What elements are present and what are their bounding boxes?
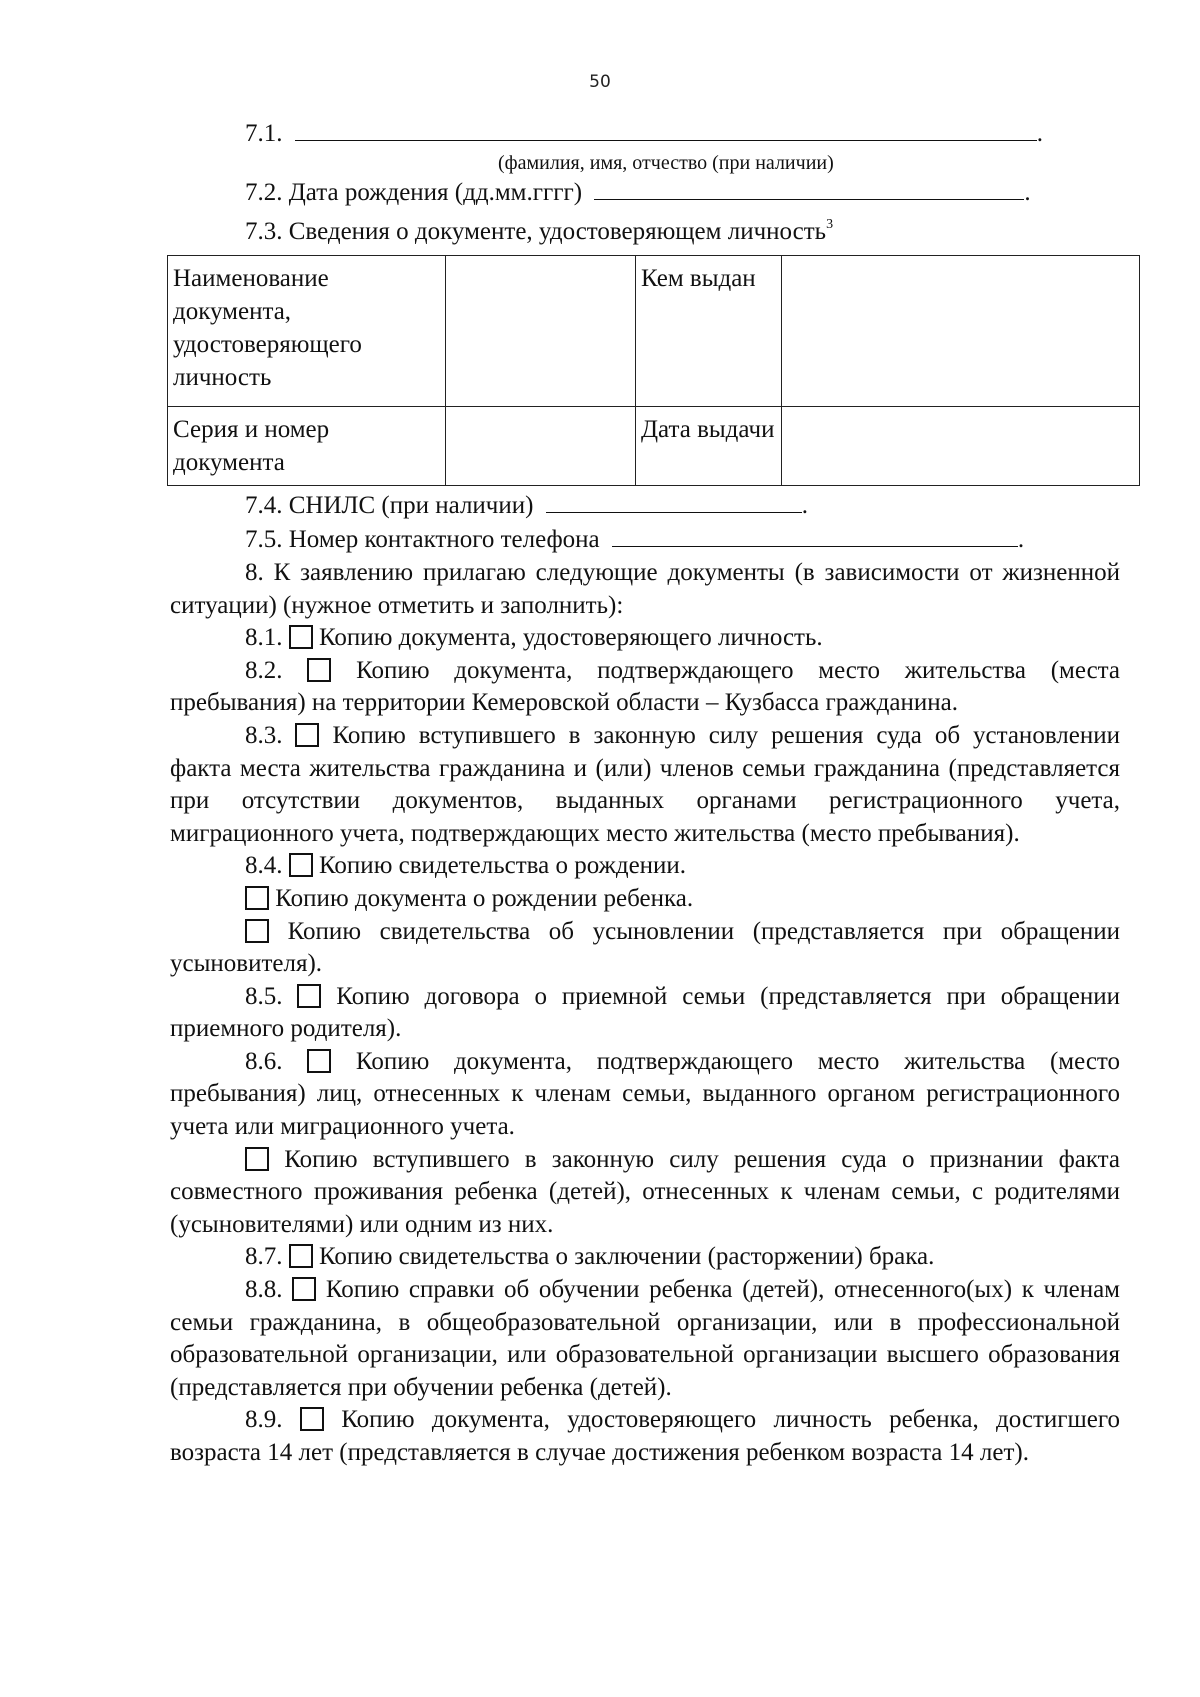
id-document-heading: 7.3. Сведения о документе, удостоверяющем личность bbox=[245, 218, 827, 246]
item-8-6 bbox=[170, 1046, 1120, 1144]
snils-field[interactable] bbox=[546, 488, 802, 513]
item-8-9-text: Копию документа, удостоверяющего личность ребенка, достигшего возраста 14 лет (представляется в случае достижения ребенком возраста 14 лет). bbox=[170, 1406, 1121, 1466]
footnote-ref: 3 bbox=[826, 217, 834, 233]
item-8-8 bbox=[170, 1274, 1120, 1404]
snils-label: 7.4. СНИЛС (при наличии) bbox=[245, 491, 534, 519]
checkbox-8-7[interactable] bbox=[289, 1244, 313, 1268]
issue-date-value-cell[interactable] bbox=[782, 406, 1140, 485]
item-7-2 bbox=[170, 175, 1120, 210]
item-8-4-text: Копию свидетельства о рождении. bbox=[319, 852, 687, 880]
phone-field[interactable] bbox=[612, 522, 1018, 547]
item-8-6-b bbox=[170, 1144, 1120, 1242]
issuer-label-cell bbox=[636, 255, 782, 406]
item-8-4-number: 8.4. bbox=[245, 852, 283, 880]
item-8-6-text: Копию документа, подтверждающего место жительства (место пребывания) лиц, отнесенных к членам семьи, выданного органом регистрационного учета или миграционного учета. bbox=[170, 1047, 1121, 1141]
doc-name-label-cell bbox=[168, 255, 446, 406]
birth-date-field[interactable] bbox=[594, 175, 1024, 200]
checkbox-8-9[interactable] bbox=[300, 1407, 324, 1431]
section-8-intro: 8. К заявлению прилагаю следующие документы (в зависимости от жизненной ситуации) (нужное отметить и заполнить): bbox=[170, 558, 1120, 619]
item-8-8-number: 8.8. bbox=[245, 1276, 283, 1304]
checkbox-8-4-b[interactable] bbox=[245, 886, 269, 910]
item-8-3-text: Копию вступившего в законную силу решения суда об установлении факта места жительства гражданина и (или) членов семьи гражданина (представляется при отсутствии документов, выданных органами регистрационного учета, миграционного учета, подтверждающих место жительства (место пребывания). bbox=[170, 721, 1120, 847]
checkbox-8-1[interactable] bbox=[289, 625, 313, 649]
item-8-5-number: 8.5. bbox=[245, 982, 283, 1010]
series-label-cell bbox=[168, 406, 446, 485]
item-8-4-c-text: Копию свидетельства об усыновлении (представляется при обращении усыновителя). bbox=[170, 917, 1121, 978]
issue-date-label: Дата выдачи bbox=[641, 415, 775, 443]
checkbox-8-5[interactable] bbox=[297, 984, 321, 1008]
item-8-5 bbox=[170, 981, 1120, 1046]
series-value-cell[interactable] bbox=[446, 406, 636, 485]
item-8-1 bbox=[170, 622, 1120, 655]
checkbox-8-6-b[interactable] bbox=[245, 1147, 269, 1171]
document-body bbox=[170, 116, 1120, 1470]
item-8-8-text: Копию справки об обучении ребенка (детей), отнесенного(ых) к членам семьи гражданина, в общеобразовательной организации, или в профессиональной образовательной организации, или образовательной организации высшего образования (представляется при обучении ребенка (детей). bbox=[170, 1276, 1120, 1401]
item-7-2-period: . bbox=[1024, 178, 1031, 206]
table-row bbox=[168, 255, 1140, 406]
item-7-4-period: . bbox=[801, 491, 808, 519]
item-7-1 bbox=[170, 116, 1120, 151]
full-name-caption: (фамилия, имя, отчество (при наличии) bbox=[498, 151, 834, 174]
item-7-1-period: . bbox=[1036, 120, 1043, 147]
item-7-3 bbox=[170, 209, 1120, 249]
item-8-2 bbox=[170, 655, 1120, 720]
item-7-1-label: 7.1. bbox=[245, 120, 283, 147]
item-8-4 bbox=[170, 850, 1120, 883]
item-8-4-b bbox=[170, 883, 1120, 916]
issuer-label: Кем выдан bbox=[641, 264, 756, 292]
series-label: Серия и номер документа bbox=[173, 415, 330, 476]
checkbox-8-8[interactable] bbox=[292, 1277, 316, 1301]
id-document-table bbox=[167, 255, 1140, 486]
item-8-6-number: 8.6. bbox=[245, 1047, 283, 1075]
item-8-4-c bbox=[170, 916, 1120, 981]
item-7-4 bbox=[170, 488, 1120, 523]
checkbox-8-6[interactable] bbox=[307, 1049, 331, 1073]
table-row bbox=[168, 406, 1140, 485]
checkbox-8-3[interactable] bbox=[295, 723, 319, 747]
item-8-5-text: Копию договора о приемной семьи (представляется при обращении приемного родителя). bbox=[170, 982, 1120, 1043]
item-8-1-number: 8.1. bbox=[245, 624, 283, 652]
item-8-1-text: Копию документа, удостоверяющего личность. bbox=[319, 624, 823, 652]
birth-date-label: 7.2. Дата рождения (дд.мм.гггг) bbox=[245, 178, 583, 206]
checkbox-8-2[interactable] bbox=[307, 658, 331, 682]
page-number: 50 bbox=[589, 72, 611, 92]
item-8-7-number: 8.7. bbox=[245, 1243, 283, 1271]
item-8-7 bbox=[170, 1241, 1120, 1274]
item-8-9-number: 8.9. bbox=[245, 1406, 283, 1434]
doc-name-label: Наименование документа, удостоверяющего личность bbox=[173, 264, 362, 391]
item-8-2-number: 8.2. bbox=[245, 656, 283, 684]
phone-label: 7.5. Номер контактного телефона bbox=[245, 526, 600, 554]
doc-name-value-cell[interactable] bbox=[446, 255, 636, 406]
item-8-7-text: Копию свидетельства о заключении (расторжении) брака. bbox=[319, 1243, 935, 1271]
item-8-4-b-text: Копию документа о рождении ребенка. bbox=[275, 884, 694, 912]
item-7-5 bbox=[170, 522, 1120, 557]
checkbox-8-4-c[interactable] bbox=[245, 919, 269, 943]
full-name-field[interactable] bbox=[295, 116, 1037, 141]
checkbox-8-4[interactable] bbox=[289, 853, 313, 877]
item-8-9 bbox=[170, 1404, 1120, 1469]
item-8-3-number: 8.3. bbox=[245, 721, 283, 749]
item-8-6-b-text: Копию вступившего в законную силу решения суда о признании факта совместного проживания ребенка (детей), отнесенных к членам семьи, с родителями (усыновителями) или одним из них. bbox=[170, 1145, 1121, 1238]
issue-date-label-cell bbox=[636, 406, 782, 485]
issuer-value-cell[interactable] bbox=[782, 255, 1140, 406]
item-8-3 bbox=[170, 720, 1120, 850]
item-7-5-period: . bbox=[1017, 526, 1025, 554]
item-8-2-text: Копию документа, подтверждающего место жительства (места пребывания) на территории Кемеровской области – Кузбасса гражданина. bbox=[170, 656, 1121, 717]
